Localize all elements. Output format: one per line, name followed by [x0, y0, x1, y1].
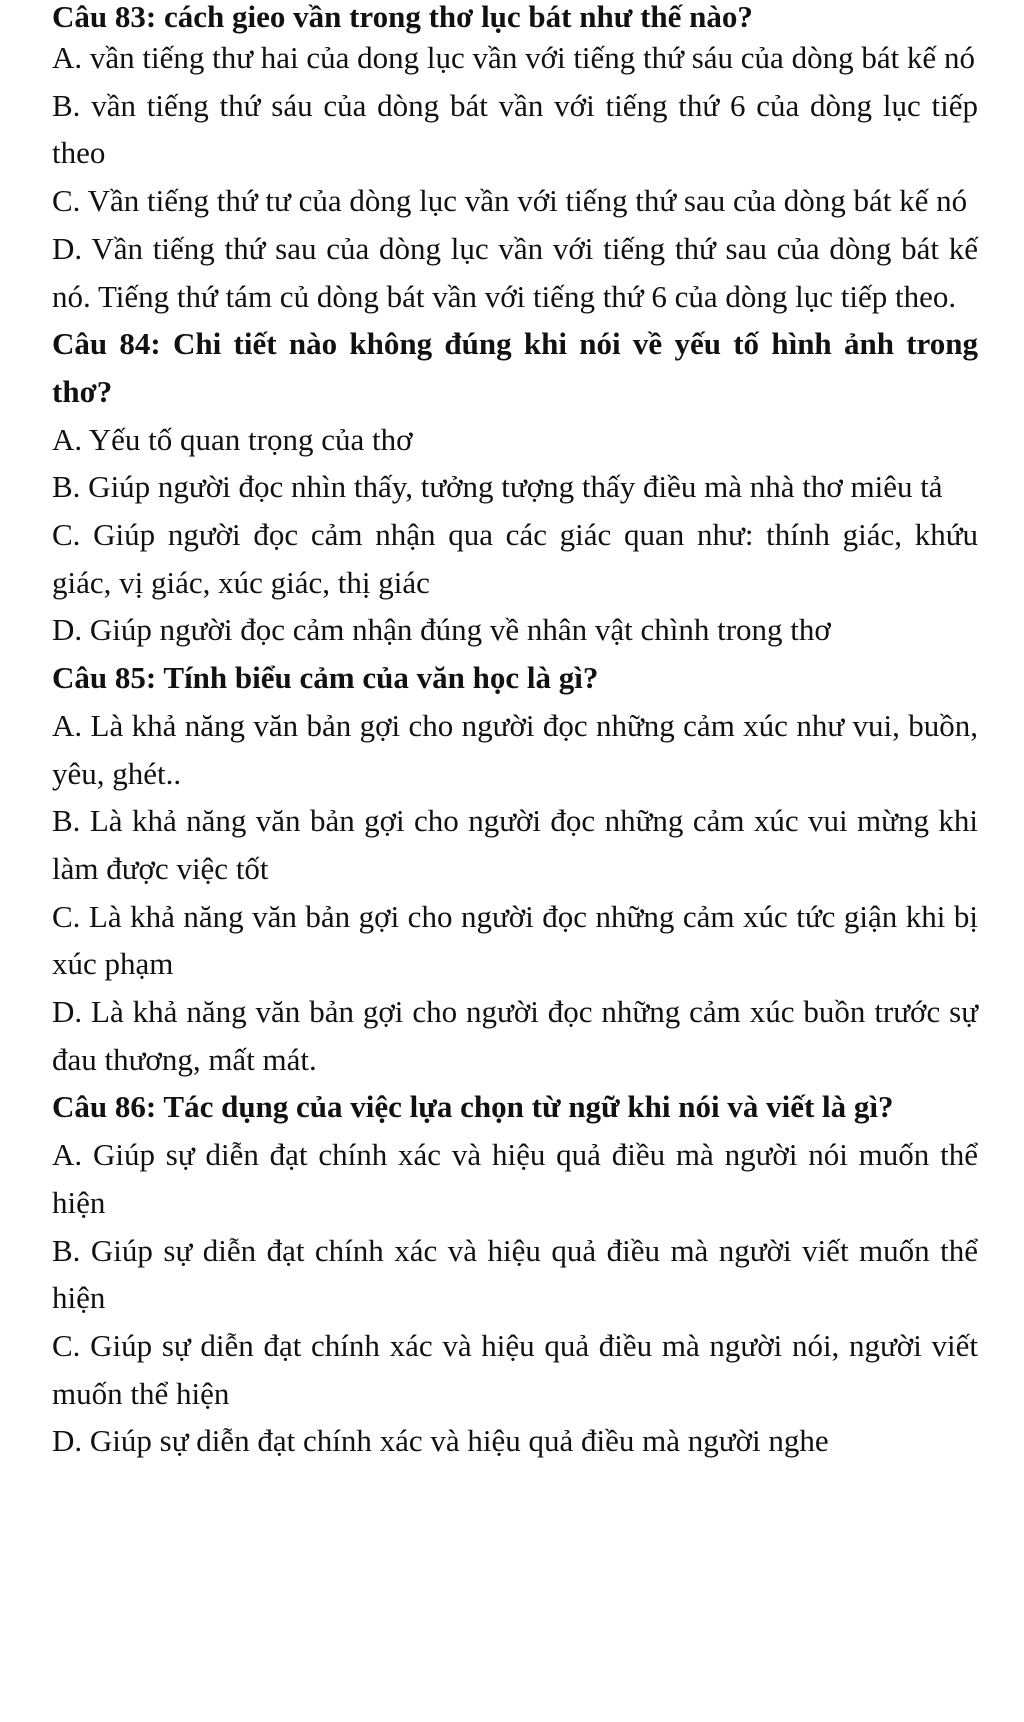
option-b: B. Là khả năng văn bản gợi cho người đọc những cảm xúc vui mừng khi làm được việc tốt	[52, 803, 978, 886]
question-title: Câu 83: cách gieo vần trong thơ lục bát như thế nào?	[52, 0, 753, 34]
question-title: Câu 85: Tính biểu cảm của văn học là gì?	[52, 660, 599, 696]
option-d: D. Giúp sự diễn đạt chính xác và hiệu quả điều mà người nghe	[52, 1423, 829, 1459]
option-b: B. Giúp người đọc nhìn thấy, tưởng tượng thấy điều mà nhà thơ miêu tả	[52, 469, 943, 505]
option-d: D. Giúp người đọc cảm nhận đúng về nhân vật chình trong thơ	[52, 612, 831, 648]
option-d: D. Vần tiếng thứ sau của dòng lục vần với tiếng thứ sau của dòng bát kế nó. Tiếng thứ tám củ dòng bát vần với tiếng thứ 6 của dòng lục tiếp theo.	[52, 230, 978, 314]
option-d: D. Là khả năng văn bản gợi cho người đọc những cảm xúc buồn trước sự đau thương, mất mát.	[52, 994, 978, 1077]
question-86	[52, 1083, 978, 1465]
option-b: B. vần tiếng thứ sáu của dòng bát vần với tiếng thứ 6 của dòng lục tiếp theo	[52, 87, 978, 171]
option-c: C. Vần tiếng thứ tư của dòng lục vần với tiếng thứ sau của dòng bát kế nó	[52, 183, 968, 219]
option-a: A. Là khả năng văn bản gợi cho người đọc những cảm xúc như vui, buồn, yêu, ghét..	[52, 707, 978, 791]
option-a: A. Giúp sự diễn đạt chính xác và hiệu quả điều mà người nói muốn thể hiện	[52, 1137, 978, 1220]
question-83	[52, 0, 978, 320]
option-c: C. Giúp người đọc cảm nhận qua các giác quan như: thính giác, khứu giác, vị giác, xúc giác, thị giác	[52, 517, 978, 600]
option-b: B. Giúp sự diễn đạt chính xác và hiệu quả điều mà người viết muốn thể hiện	[52, 1232, 978, 1316]
option-a: A. Yếu tố quan trọng của thơ	[52, 421, 413, 457]
question-title: Câu 86: Tác dụng của việc lựa chọn từ ngữ khi nói và viết là gì?	[52, 1089, 894, 1125]
question-title: Câu 84: Chi tiết nào không đúng khi nói về yếu tố hình ảnh trong thơ?	[52, 326, 978, 409]
option-c: C. Giúp sự diễn đạt chính xác và hiệu quả điều mà người nói, người viết muốn thể hiện	[52, 1327, 978, 1411]
question-84	[52, 320, 978, 654]
question-85	[52, 654, 978, 1083]
option-c: C. Là khả năng văn bản gợi cho người đọc những cảm xúc tức giận khi bị xúc phạm	[52, 898, 978, 982]
option-a: A. vần tiếng thư hai của dong lục vần với tiếng thứ sáu của dòng bát kế nó	[52, 40, 975, 75]
